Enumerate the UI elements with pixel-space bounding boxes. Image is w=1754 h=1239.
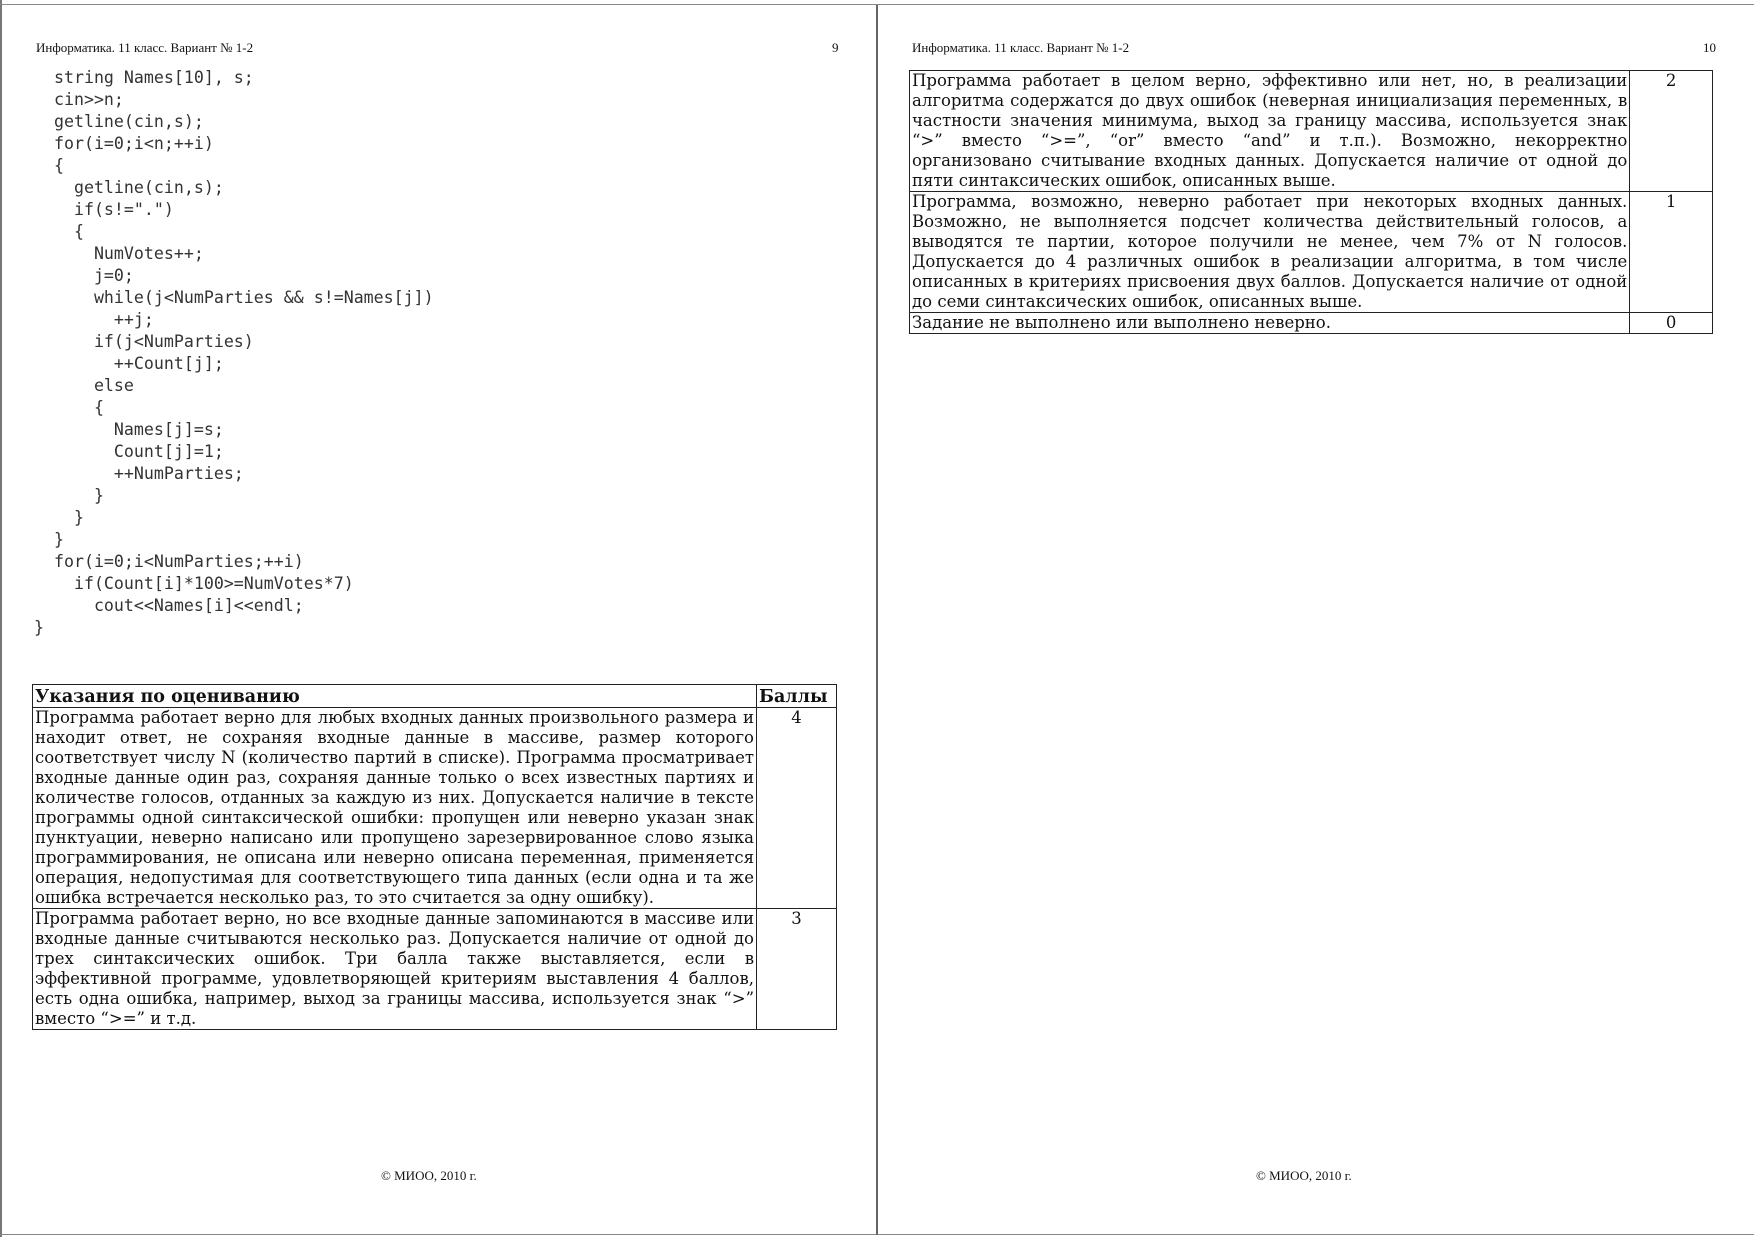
grading-table <box>32 684 837 1030</box>
left-page-number: 9 <box>832 40 839 55</box>
points-cell: 1 <box>1630 192 1713 313</box>
criteria-cell: Задание не выполнено или выполнено неверно. <box>910 313 1630 334</box>
criteria-cell: Программа работает верно, но все входные данные запоминаются в массиве или входные данные считываются несколько раз. Допускается наличие от одной до трех синтаксических ошибок. Три балла также выставляется, если в эффективной программе, удовлетворяющей критериям выставления 4 баллов, есть одна ошибка, например, выход за границы массива, используется знак “>” вместо “>=” и т.д. <box>33 909 757 1030</box>
points-cell: 0 <box>1630 313 1713 334</box>
grading-table-continued <box>909 70 1713 334</box>
left-page-header: Информатика. 11 класс. Вариант № 1-2 <box>36 40 254 55</box>
points-cell: 2 <box>1630 71 1713 192</box>
table-row <box>33 909 837 1030</box>
points-cell: 3 <box>757 909 837 1030</box>
left-page <box>0 0 876 1239</box>
table-row <box>33 708 837 909</box>
points-header: Баллы <box>757 685 837 708</box>
right-page-footer: © МИОО, 2010 г. <box>1256 1168 1352 1183</box>
table-row <box>910 71 1713 192</box>
table-row <box>910 192 1713 313</box>
right-page-number: 10 <box>1703 40 1716 55</box>
points-cell: 4 <box>757 708 837 909</box>
table-row <box>910 313 1713 334</box>
table-header-row <box>33 685 837 708</box>
criteria-cell: Программа работает в целом верно, эффективно или нет, но, в реализации алгоритма содержатся до двух ошибок (неверная инициализация переменных, в частности значения минимума, выход за границу массива, используется знак “>” вместо “>=”, “or” вместо “and” и т.п.). Возможно, некорректно организовано считывание входных данных. Допускается наличие от одной до пяти синтаксических ошибок, описанных выше. <box>910 71 1630 192</box>
right-page <box>878 0 1754 1239</box>
left-page-footer: © МИОО, 2010 г. <box>381 1168 477 1183</box>
criteria-cell: Программа, возможно, неверно работает при некоторых входных данных. Возможно, не выполняется подсчет количества действительный голосов, а выводятся те партии, которое получили не менее, чем 7% от N голосов. Допускается до 4 различных ошибок в реализации алгоритма, в том числе описанных в критериях присвоения двух баллов. Допускается наличие от одной до семи синтаксических ошибок, описанных выше. <box>910 192 1630 313</box>
criteria-cell: Программа работает верно для любых входных данных произвольного размера и находит ответ, не сохраняя входные данные в массиве, размер которого соответствует числу N (количество партий в списке). Программа просматривает входные данные один раз, сохраняя данные только о всех известных партиях и количестве голосов, отданных за каждую из них. Допускается наличие в тексте программы одной синтаксической ошибки: пропущен или неверно указан знак пунктуации, неверно написано или пропущено зарезервированное слово языка программирования, не описана или неверно описана переменная, применяется операция, недопустимая для соответствующего типа данных (если одна и та же ошибка встречается несколько раз, то это считается за одну ошибку). <box>33 708 757 909</box>
right-page-header: Информатика. 11 класс. Вариант № 1-2 <box>912 40 1130 55</box>
criteria-header: Указания по оцениванию <box>33 685 757 708</box>
code-listing: string Names[10], s; cin>>n; getline(cin,s); for(i=0;i<n;++i) { getline(cin,s); if(s!=".") { NumVotes++; j=0; while(j<NumParties && s!=Names[j]) ++j; if(j<NumParties) ++Count[j]; else { Names[j]=s; Count[j]=1; ++NumParties; } } } for(i=0;i<NumParties;++i) if(Count[i]*100>=NumVotes*7) cout<<Names[i]<<endl; } <box>34 68 434 637</box>
